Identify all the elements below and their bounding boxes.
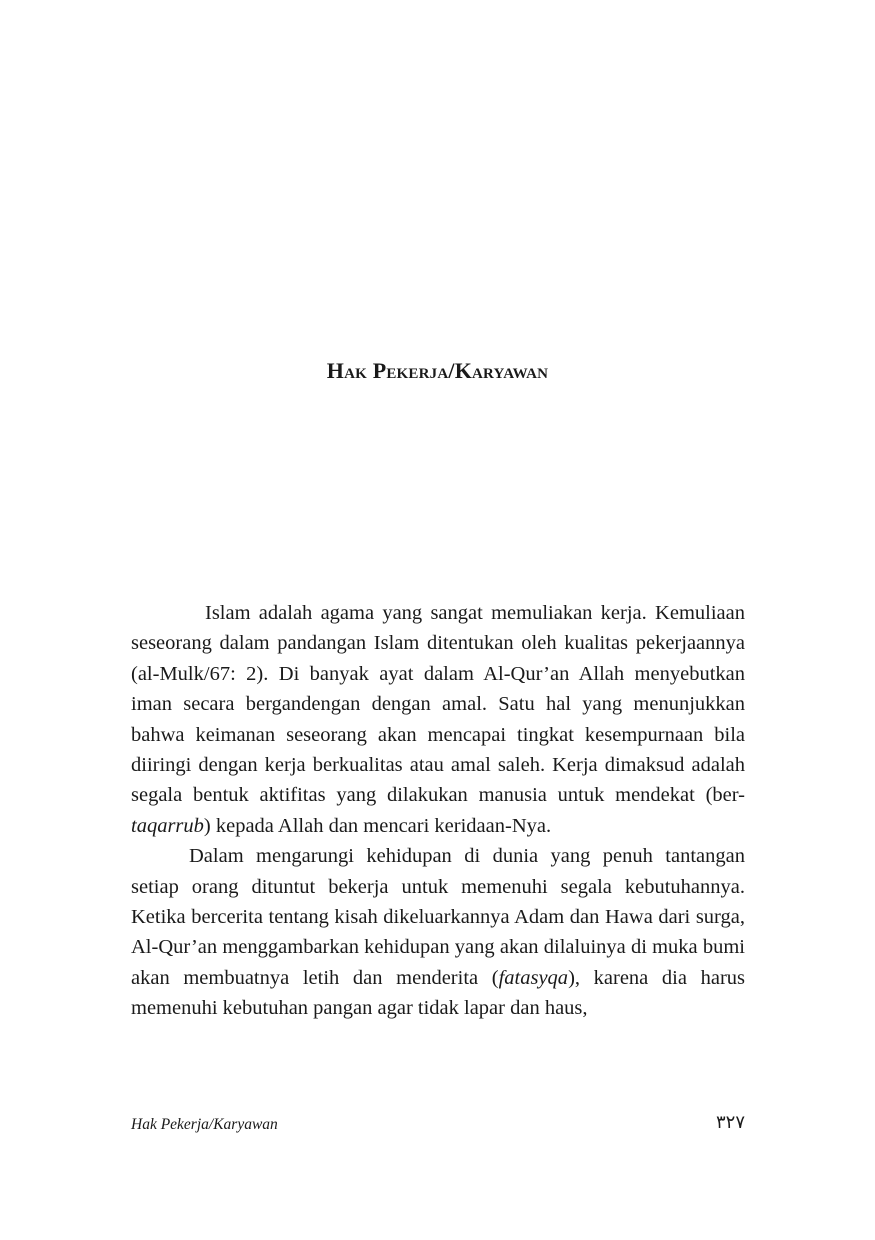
paragraph-2-text-a: Dalam mengarungi kehidupan di dunia yang penuh tantangan setiap orang dituntut bekerja untuk memenuhi segala kebutuhannya. Ketika bercerita tentang kisah dikeluarkannya Adam dan Hawa dari surga, Al-Qur’an menggambarkan kehidupan yang akan dilaluinya di muka bumi akan membuatnya letih dan menderita ( <box>131 845 745 989</box>
paragraph-1-italic-term: taqarrub <box>131 814 204 837</box>
body-text <box>131 598 745 1024</box>
chapter-title: Hak Pekerja/Karyawan <box>326 358 549 383</box>
paragraph-1-text-a: Islam adalah agama yang sangat memuliakan kerja. Kemuliaan seseorang dalam pandangan Islam ditentukan oleh kualitas pekerjaannya (al-Mulk/67: 2). Di banyak ayat dalam Al-Qur’an Allah menyebutkan iman secara bergandengan dengan amal. Satu hal yang menunjukkan bahwa keimanan seseorang akan mencapai tingkat kesempurnaan bila diiringi dengan kerja berkualitas atau amal saleh. Kerja dimaksud adalah segala bentuk aktifitas yang dilakukan manusia untuk mendekat (ber- <box>131 602 745 807</box>
paragraph-1-text-b: ) kepada Allah dan mencari keridaan-Nya. <box>203 814 552 837</box>
paragraph-1 <box>131 598 745 841</box>
paragraph-2 <box>131 841 745 1023</box>
running-footer-title: Hak Pekerja/Karyawan <box>131 1116 278 1133</box>
paragraph-2-text-b: ), karena dia harus memenuhi kebutuhan pangan agar tidak lapar dan haus, <box>131 966 745 1020</box>
paragraph-2-italic-term: fatasyqa <box>498 966 569 989</box>
page-number: ٣٢٧ <box>715 1112 745 1133</box>
